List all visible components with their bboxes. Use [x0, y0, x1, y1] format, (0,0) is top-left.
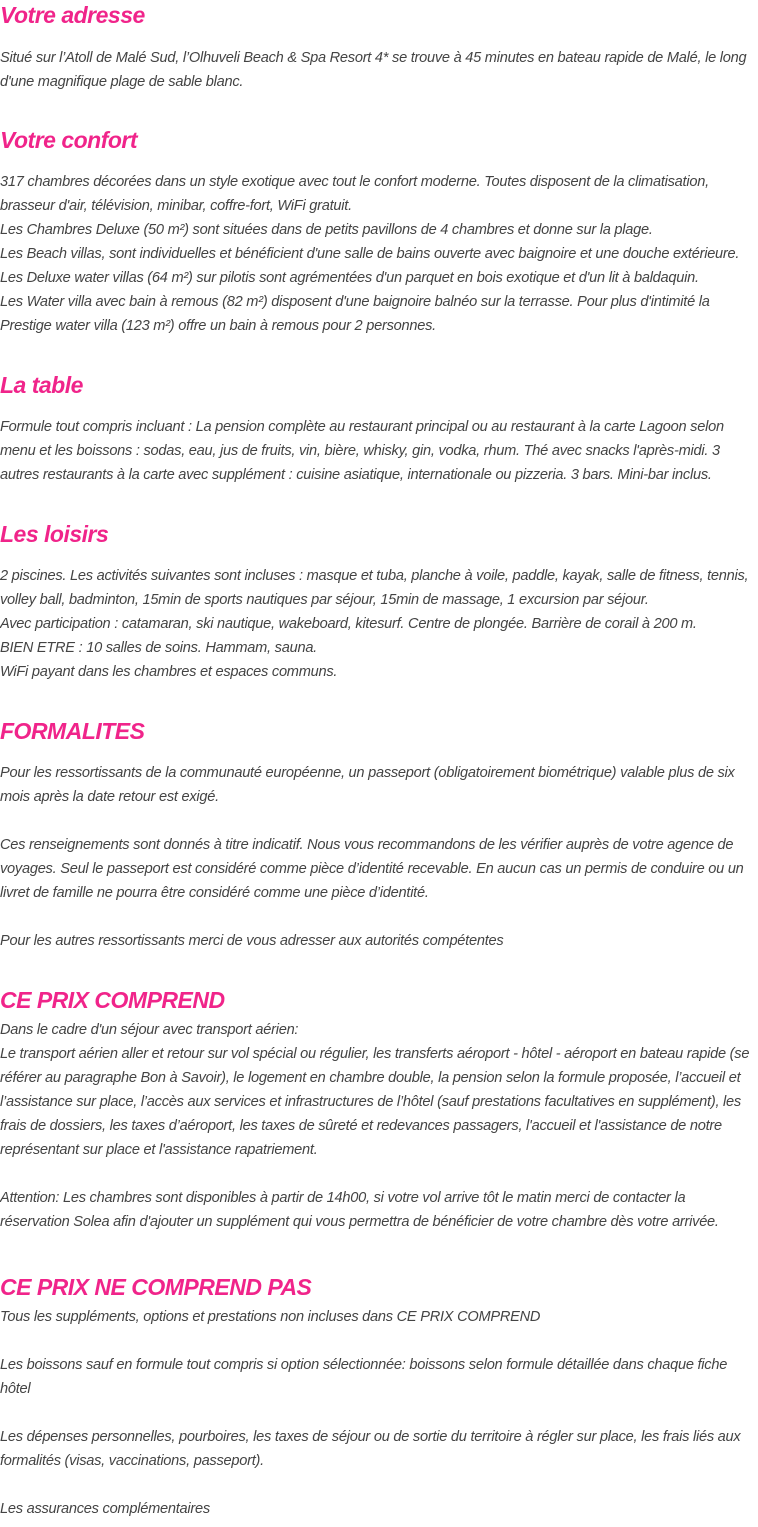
paragraph: Les dépenses personnelles, pourboires, les taxes de séjour ou de sortie du territoire à régler sur place, les frais liés aux formalités (visas, vaccinations, passeport). [0, 1429, 741, 1469]
section-body [0, 761, 758, 953]
spacer [0, 1162, 758, 1186]
attention-note: Attention: Les chambres sont disponibles à partir de 14h00, si votre vol arrive tôt le matin merci de contacter la réservation Solea afin d'ajouter un supplément qui vous permettra de bénéficier de votre chambre dès votre arrivée. [0, 1190, 719, 1230]
paragraph: Les Beach villas, sont individuelles et bénéficient d'une salle de bains ouverte avec baignoire et une douche extérieure. [0, 246, 740, 262]
section-body [0, 415, 758, 487]
section-la-table [0, 370, 758, 487]
spacer [0, 1329, 758, 1353]
paragraph: Dans le cadre d'un séjour avec transport aérien: [0, 1022, 299, 1038]
paragraph: Pour les autres ressortissants merci de vous adresser aux autorités compétentes [0, 933, 504, 949]
paragraph: Pour les ressortissants de la communauté européenne, un passeport (obligatoirement biométrique) valable plus de six mois après la date retour est exigé. [0, 765, 735, 805]
section-body [0, 170, 758, 338]
section-ce-prix-comprend [0, 985, 758, 1234]
section-title: FORMALITES [0, 718, 145, 744]
spacer [0, 1473, 758, 1497]
paragraph: WiFi payant dans les chambres et espaces communs. [0, 664, 338, 680]
spacer [0, 809, 758, 833]
paragraph: BIEN ETRE : 10 salles de soins. Hammam, sauna. [0, 640, 317, 656]
section-title: CE PRIX COMPREND [0, 987, 225, 1013]
paragraph: Les Water villa avec bain à remous (82 m²) disposent d'une baignoire balnéo sur la terrasse. Pour plus d'intimité la Prestige water villa (123 m²) offre un bain à remous pour 2 personnes. [0, 294, 710, 334]
paragraph: Avec participation : catamaran, ski nautique, wakeboard, kitesurf. Centre de plongée. Barrière de corail à 200 m. [0, 616, 697, 632]
section-title: Votre confort [0, 127, 138, 153]
paragraph: Situé sur l’Atoll de Malé Sud, l’Olhuveli Beach & Spa Resort 4* se trouve à 45 minutes en bateau rapide de Malé, le long d'une magnifique plage de sable blanc. [0, 50, 747, 90]
section-formalites [0, 716, 758, 953]
paragraph: Formule tout compris incluant : La pension complète au restaurant principal ou au restaurant à la carte Lagoon selon menu et les boissons : sodas, eau, jus de fruits, vin, bière, whisky, gin, vodka, rhum. Thé avec snacks l'après-midi. 3 autres restaurants à la carte avec supplément : cuisine asiatique, internationale ou pizzeria. 3 bars. Mini-bar inclus. [0, 419, 724, 483]
section-votre-confort [0, 125, 758, 338]
section-les-loisirs [0, 519, 758, 684]
section-title: La table [0, 372, 83, 398]
section-title: Les loisirs [0, 521, 109, 547]
paragraph: 317 chambres décorées dans un style exotique avec tout le confort moderne. Toutes disposent de la climatisation, brasseur d'air, télévision, minibar, coffre-fort, WiFi gratuit. [0, 174, 709, 214]
section-body [0, 564, 758, 684]
spacer [0, 1401, 758, 1425]
section-title: Votre adresse [0, 2, 145, 28]
spacer [0, 905, 758, 929]
paragraph: Le transport aérien aller et retour sur vol spécial ou régulier, les transferts aéroport - hôtel - aéroport en bateau rapide (se référer au paragraphe Bon à Savoir), le logement en chambre double, la pension selon la formule proposée, l’accueil et l’assistance sur place, l’accès aux services et infrastructures de l’hôtel (sauf prestations facultatives en supplément), les frais de dossiers, les taxes d’aéroport, les taxes de sûreté et redevances passagers, l'accueil et l'assistance de notre représentant sur place et l'assistance rapatriement. [0, 1046, 750, 1158]
paragraph: Tous les suppléments, options et prestations non incluses dans CE PRIX COMPREND [0, 1309, 541, 1325]
section-body [0, 46, 758, 94]
section-votre-adresse [0, 0, 758, 94]
paragraph: Les assurances complémentaires [0, 1501, 210, 1517]
paragraph: 2 piscines. Les activités suivantes sont incluses : masque et tuba, planche à voile, paddle, kayak, salle de fitness, tennis, volley ball, badminton, 15min de sports nautiques par séjour, 15min de massage, 1 excursion par séjour. [0, 568, 749, 608]
section-body [0, 1018, 758, 1234]
paragraph: Les Chambres Deluxe (50 m²) sont situées dans de petits pavillons de 4 chambres et donne sur la plage. [0, 222, 653, 238]
section-title: CE PRIX NE COMPREND PAS [0, 1274, 312, 1300]
section-ce-prix-ne-comprend-pas [0, 1272, 758, 1521]
paragraph: Ces renseignements sont donnés à titre indicatif. Nous vous recommandons de les vérifier auprès de votre agence de voyages. Seul le passeport est considéré comme pièce d’identité recevable. En aucun cas un permis de conduire ou un livret de famille ne pourra être considéré comme une pièce d’identité. [0, 837, 744, 901]
paragraph: Les boissons sauf en formule tout compris si option sélectionnée: boissons selon formule détaillée dans chaque fiche hôtel [0, 1357, 728, 1397]
paragraph: Les Deluxe water villas (64 m²) sur pilotis sont agrémentées d'un parquet en bois exotique et d'un lit à baldaquin. [0, 270, 699, 286]
section-body [0, 1305, 758, 1521]
